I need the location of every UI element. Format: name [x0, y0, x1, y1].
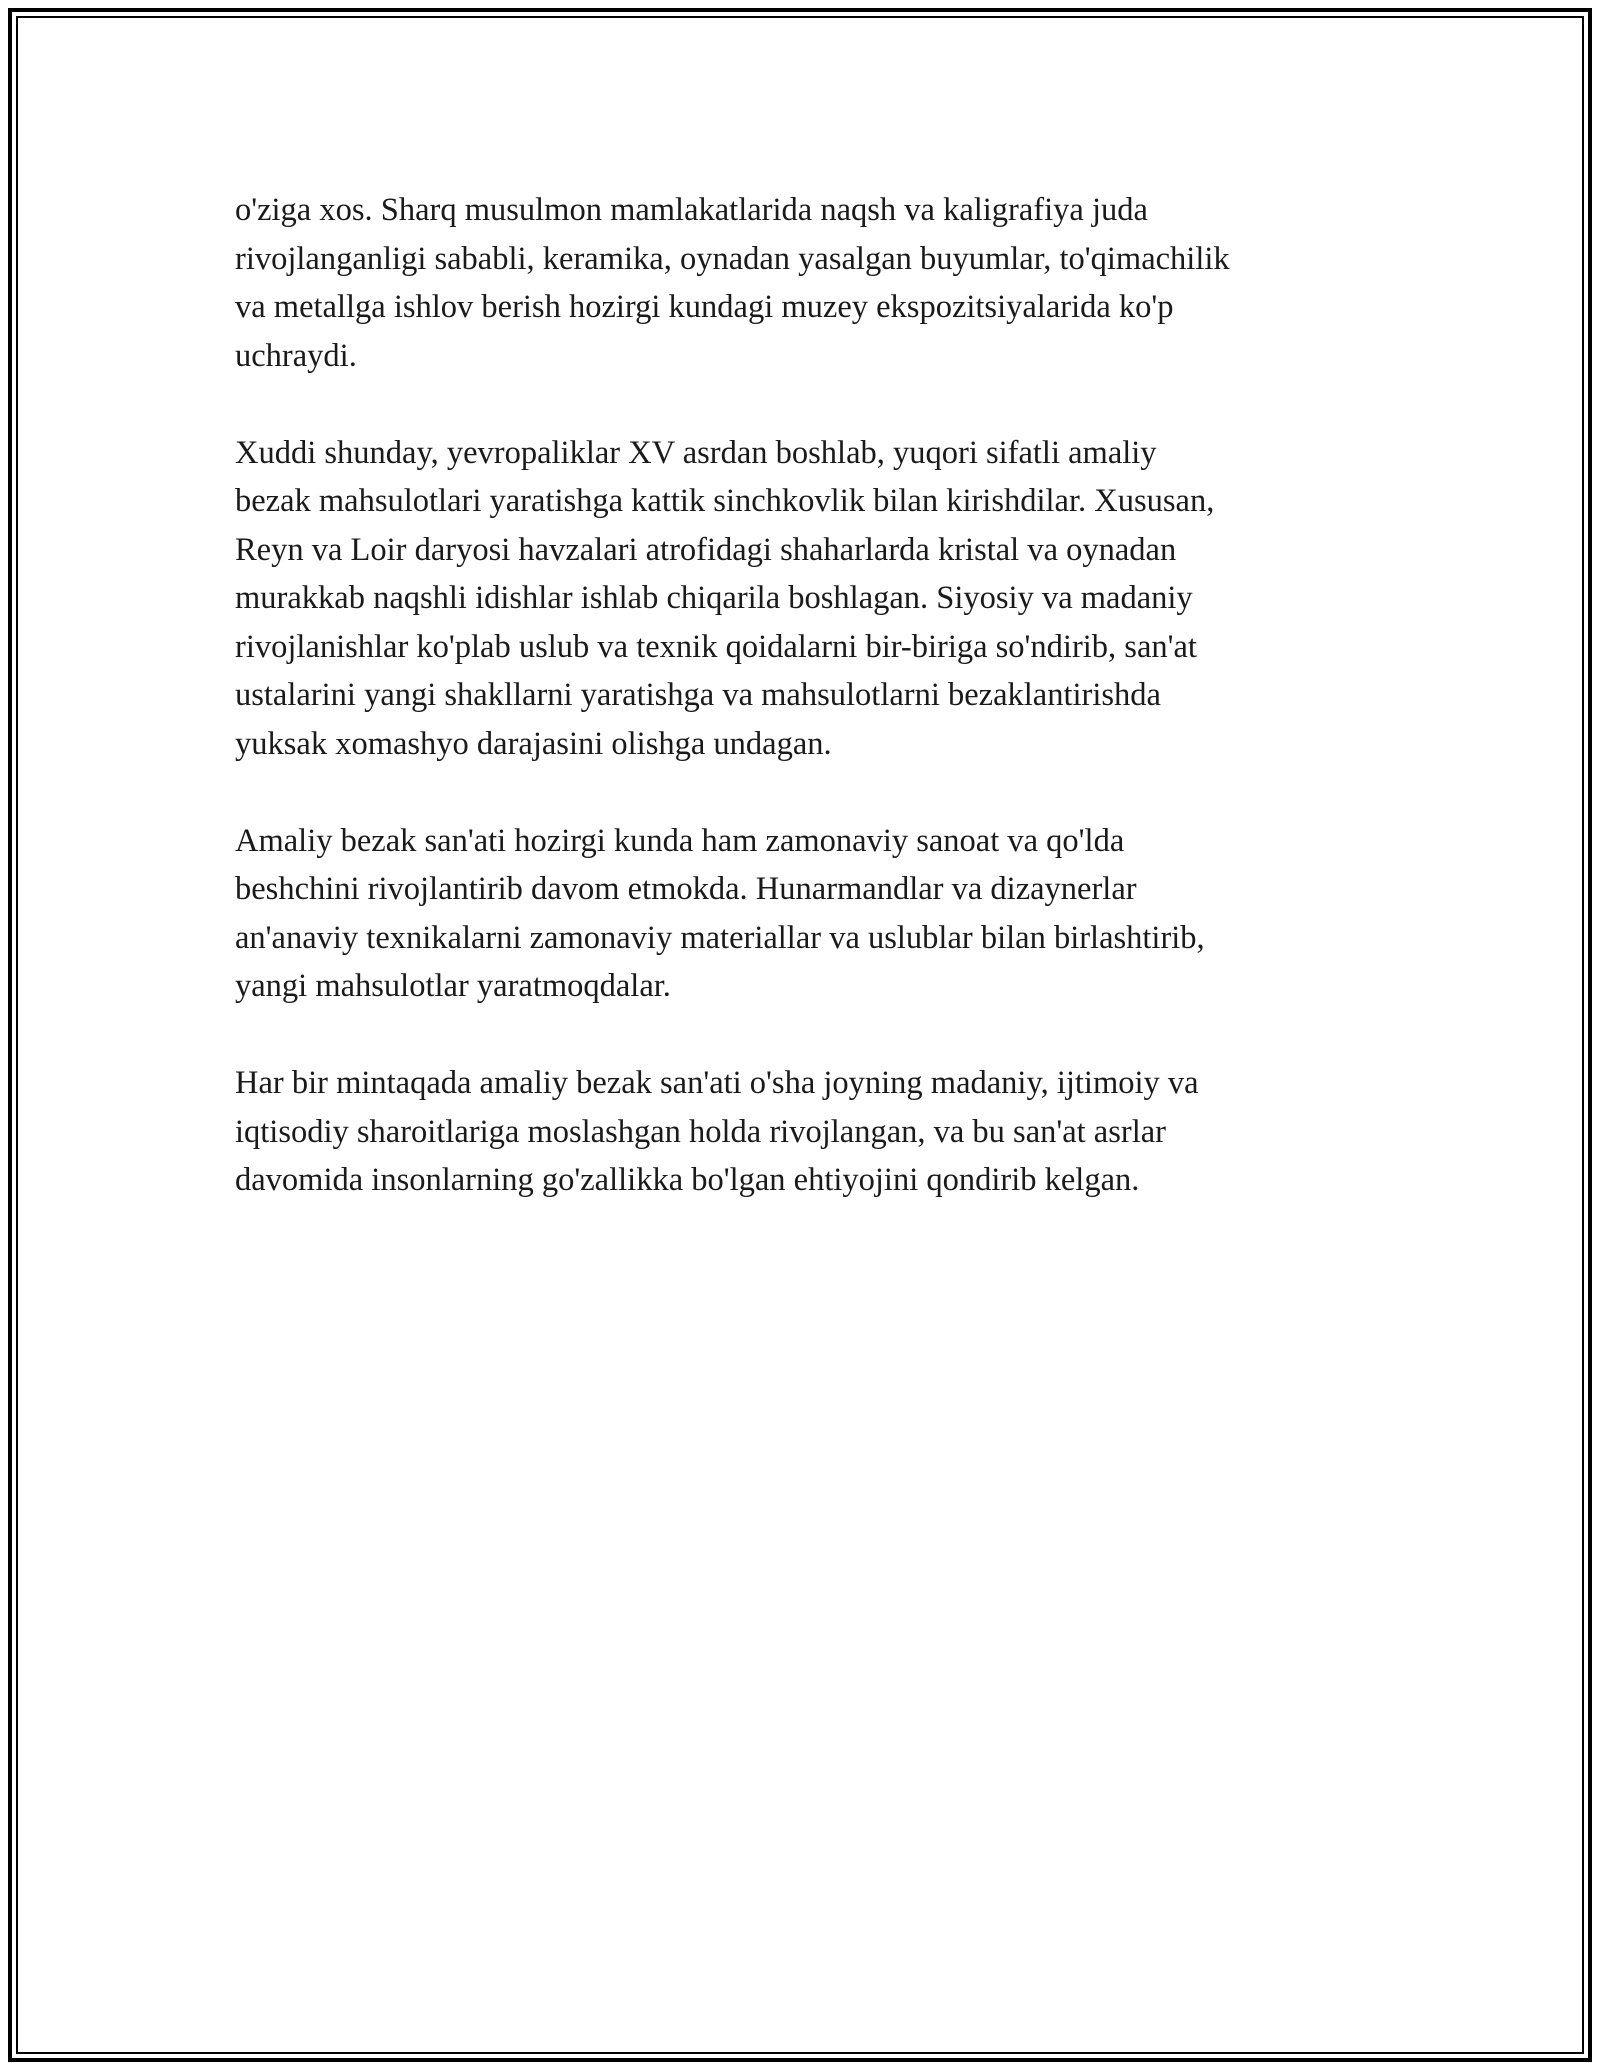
paragraph-2: Xuddi shunday, yevropaliklar XV asrdan boshlab, yuqori sifatli amaliy bezak mahsulotlari yaratishga kattik sinchkovlik bilan kirishdilar. Xususan, Reyn va Loir daryosi havzalari atrofidagi shaharlarda kristal va oynadan murakkab naqshli idishlar ishlab chiqarila boshlagan. Siyosiy va madaniy rivojlanishlar ko'plab uslub va texnik qoidalarni bir-biriga so'ndirib, san'at ustalarini yangi shakllarni yaratishga va mahsulotlarni bezaklantirishda yuksak xomashyo darajasini olishga undagan. [235, 434, 1215, 762]
document-body [235, 186, 1375, 1253]
paragraph-3: Amaliy bezak san'ati hozirgi kunda ham zamonaviy sanoat va qo'lda beshchini rivojlantirib davom etmokda. Hunarmandlar va dizaynerlar an'anaviy texnikalarni zamonaviy materiallar va uslublar bilan birlashtirib, yangi mahsulotlar yaratmoqdalar. [235, 822, 1205, 1004]
paragraph-1: o'ziga xos. Sharq musulmon mamlakatlarida naqsh va kaligrafiya juda rivojlanganligi sababli, keramika, oynadan yasalgan buyumlar, to'qimachilik va metallga ishlov berish hozirgi kundagi muzey ekspozitsiyalarida ko'p uchraydi. [235, 192, 1230, 374]
paragraph-4: Har bir mintaqada amaliy bezak san'ati o'sha joyning madaniy, ijtimoiy va iqtisodiy sharoitlariga moslashgan holda rivojlangan, va bu san'at asrlar davomida insonlarning go'zallikka bo'lgan ehtiyojini qondirib kelgan. [235, 1065, 1199, 1198]
